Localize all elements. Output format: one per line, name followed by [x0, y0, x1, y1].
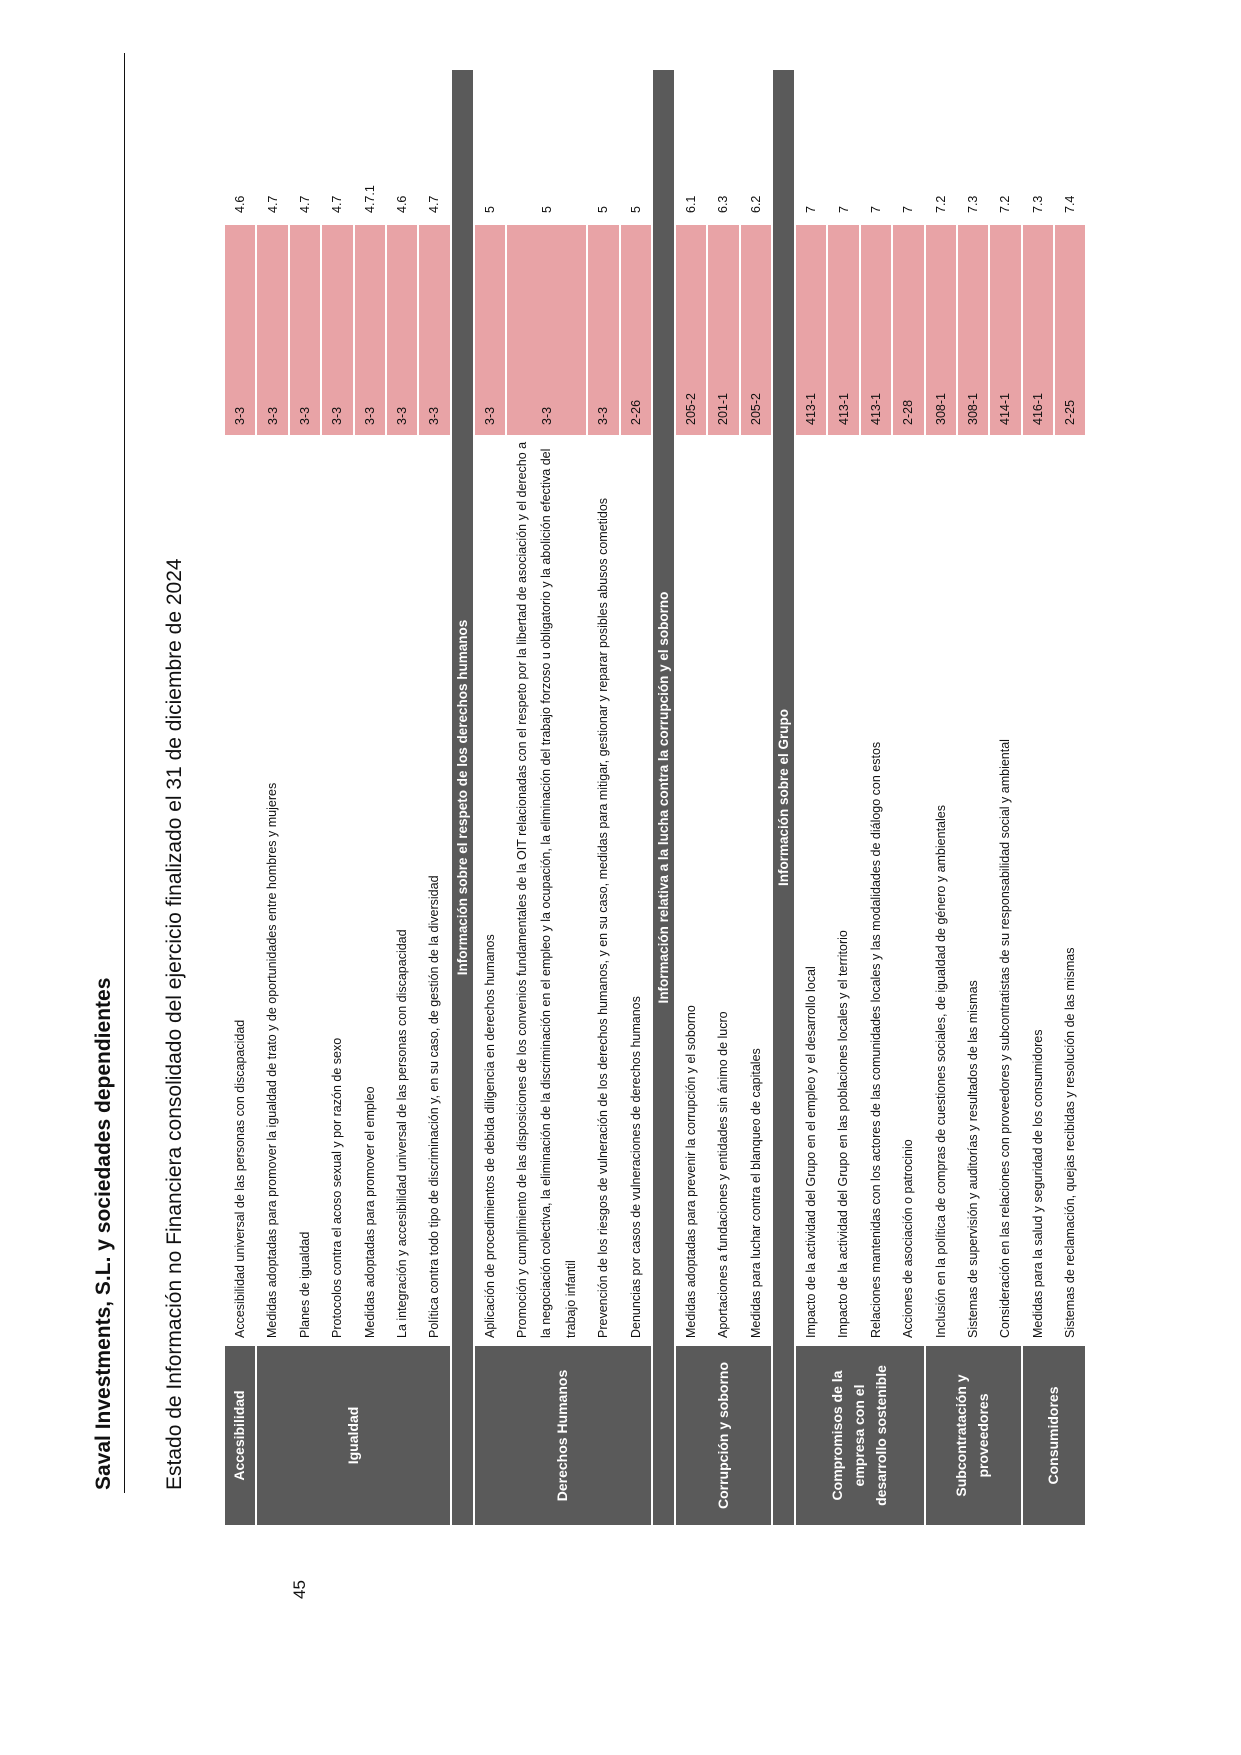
item-description: Denuncias por casos de vulneraciones de derechos humanos [620, 435, 652, 1345]
gri-code: 3-3 [225, 225, 256, 435]
item-description: Prevención de los riesgos de vulneración de los derechos humanos, y en su caso, medidas para mitigar, gestionar y reparar posibles abusos cometidos [587, 435, 619, 1345]
section-reference: 4.6 [225, 70, 256, 225]
gri-code: 3-3 [418, 225, 450, 435]
table-row [707, 70, 739, 1525]
table-row [675, 70, 707, 1525]
table-row [225, 70, 256, 1525]
gri-code: 416-1 [1022, 225, 1054, 435]
gri-code: 205-2 [675, 225, 707, 435]
item-description: Protocolos contra el acoso sexual y por razón de sexo [321, 435, 353, 1345]
gri-code: 308-1 [925, 225, 957, 435]
table-row [740, 70, 772, 1525]
item-description: Relaciones mantenidas con los actores de las comunidades locales y las modalidades de diálogo con estos [860, 435, 892, 1345]
table-row [321, 70, 353, 1525]
table-row [474, 70, 506, 1525]
gri-code: 3-3 [474, 225, 506, 435]
section-band [451, 70, 474, 1525]
category-cell: Igualdad [256, 1345, 450, 1525]
item-description: La integración y accesibilidad universal de las personas con discapacidad [386, 435, 418, 1345]
page-number: 45 [290, 1580, 309, 1599]
table-row [1054, 70, 1086, 1525]
item-description: Medidas para la salud y seguridad de los consumidores [1022, 435, 1054, 1345]
gri-code: 413-1 [827, 225, 859, 435]
table-row [795, 70, 827, 1525]
category-cell: Derechos Humanos [474, 1345, 652, 1525]
table-row [506, 70, 587, 1525]
group-corrupcion [652, 70, 772, 1525]
section-reference: 4.7.1 [354, 70, 386, 225]
gri-code: 201-1 [707, 225, 739, 435]
section-reference: 5 [587, 70, 619, 225]
section-reference: 7.3 [1022, 70, 1054, 225]
table-row [418, 70, 450, 1525]
section-band [652, 70, 675, 1525]
item-description: Acciones de asociación o patrocinio [892, 435, 924, 1345]
gri-code: 3-3 [256, 225, 288, 435]
section-reference: 4.7 [256, 70, 288, 225]
table-row [587, 70, 619, 1525]
item-description: Medidas adoptadas para promover la igualdad de trato y de oportunidades entre hombres y mujeres [256, 435, 288, 1345]
gri-code: 3-3 [289, 225, 321, 435]
section-reference: 7 [860, 70, 892, 225]
section-band-title: Información sobre el respeto de los derechos humanos [451, 70, 474, 1525]
table-row [860, 70, 892, 1525]
item-description: Sistemas de reclamación, quejas recibidas y resolución de las mismas [1054, 435, 1086, 1345]
item-description: Impacto de la actividad del Grupo en las poblaciones locales y el territorio [827, 435, 859, 1345]
item-description: Accesibilidad universal de las personas con discapacidad [225, 435, 256, 1345]
table-row [256, 70, 288, 1525]
gri-code: 205-2 [740, 225, 772, 435]
item-description: Medidas para luchar contra el blanqueo de capitales [740, 435, 772, 1345]
item-description: Medidas adoptadas para prevenir la corrupción y el soborno [675, 435, 707, 1345]
section-reference: 4.7 [418, 70, 450, 225]
section-band [772, 70, 795, 1525]
category-cell: Corrupción y soborno [675, 1345, 772, 1525]
item-description: Política contra todo tipo de discriminación y, en su caso, de gestión de la diversidad [418, 435, 450, 1345]
item-description: Impacto de la actividad del Grupo en el empleo y el desarrollo local [795, 435, 827, 1345]
gri-code: 413-1 [795, 225, 827, 435]
category-cell: Consumidores [1022, 1345, 1087, 1525]
section-reference: 5 [474, 70, 506, 225]
item-description: Consideración en las relaciones con proveedores y subcontratistas de su responsabilidad social y ambiental [989, 435, 1021, 1345]
group-informacion-grupo [772, 70, 1086, 1525]
table-row [386, 70, 418, 1525]
gri-code: 3-3 [587, 225, 619, 435]
group-igualdad [256, 70, 450, 1525]
section-reference: 7.4 [1054, 70, 1086, 225]
table-row [957, 70, 989, 1525]
report-title: Estado de Información no Financiera consolidado del ejercicio finalizado el 31 de diciembre de 2024 [163, 558, 186, 1490]
table-row [925, 70, 957, 1525]
category-cell: Subcontratación y proveedores [925, 1345, 1022, 1525]
company-title: Saval Investments, S.L. y sociedades dependientes [92, 977, 115, 1490]
section-reference: 6.2 [740, 70, 772, 225]
table-row [354, 70, 386, 1525]
group-derechos-humanos [451, 70, 652, 1525]
section-band-title: Información sobre el Grupo [772, 70, 795, 1525]
table-row [989, 70, 1021, 1525]
section-reference: 5 [506, 70, 587, 225]
section-reference: 7.2 [925, 70, 957, 225]
indicator-table [225, 70, 1087, 1525]
category-cell: Compromisos de la empresa con el desarrollo sostenible [795, 1345, 925, 1525]
item-description: Inclusión en la política de compras de cuestiones sociales, de igualdad de género y ambientales [925, 435, 957, 1345]
section-reference: 7 [795, 70, 827, 225]
item-description: Aportaciones a fundaciones y entidades sin ánimo de lucro [707, 435, 739, 1345]
table-row [620, 70, 652, 1525]
section-reference: 4.6 [386, 70, 418, 225]
gri-code: 3-3 [386, 225, 418, 435]
gri-code: 3-3 [506, 225, 587, 435]
group-accesibilidad [225, 70, 256, 1525]
item-description: Planes de igualdad [289, 435, 321, 1345]
header-rule [124, 53, 125, 1493]
gri-code: 308-1 [957, 225, 989, 435]
gri-code: 2-25 [1054, 225, 1086, 435]
table-row [892, 70, 924, 1525]
gri-code: 414-1 [989, 225, 1021, 435]
gri-code: 413-1 [860, 225, 892, 435]
gri-code: 2-26 [620, 225, 652, 435]
table-row [289, 70, 321, 1525]
section-reference: 4.7 [321, 70, 353, 225]
table-row [827, 70, 859, 1525]
section-reference: 7.3 [957, 70, 989, 225]
section-reference: 7 [892, 70, 924, 225]
section-reference: 7.2 [989, 70, 1021, 225]
section-reference: 5 [620, 70, 652, 225]
section-band-title: Información relativa a la lucha contra la corrupción y el soborno [652, 70, 675, 1525]
item-description: Medidas adoptadas para promover el empleo [354, 435, 386, 1345]
category-cell: Accesibilidad [225, 1345, 256, 1525]
gri-code: 3-3 [354, 225, 386, 435]
section-reference: 6.1 [675, 70, 707, 225]
section-reference: 7 [827, 70, 859, 225]
item-description: Sistemas de supervisión y auditorías y resultados de las mismas [957, 435, 989, 1345]
section-reference: 6.3 [707, 70, 739, 225]
gri-code: 3-3 [321, 225, 353, 435]
section-reference: 4.7 [289, 70, 321, 225]
gri-code: 2-28 [892, 225, 924, 435]
item-description: Promoción y cumplimiento de las disposiciones de los convenios fundamentales de la OIT relacionadas con el respeto por la libertad de asociación y el derecho a la negociación colectiva, la eliminación de la discriminación en el empleo y la ocupación, la eliminación del trabajo forzoso u obligatorio y la abolición efectiva del trabajo infantil [506, 435, 587, 1345]
item-description: Aplicación de procedimientos de debida diligencia en derechos humanos [474, 435, 506, 1345]
table-row [1022, 70, 1054, 1525]
